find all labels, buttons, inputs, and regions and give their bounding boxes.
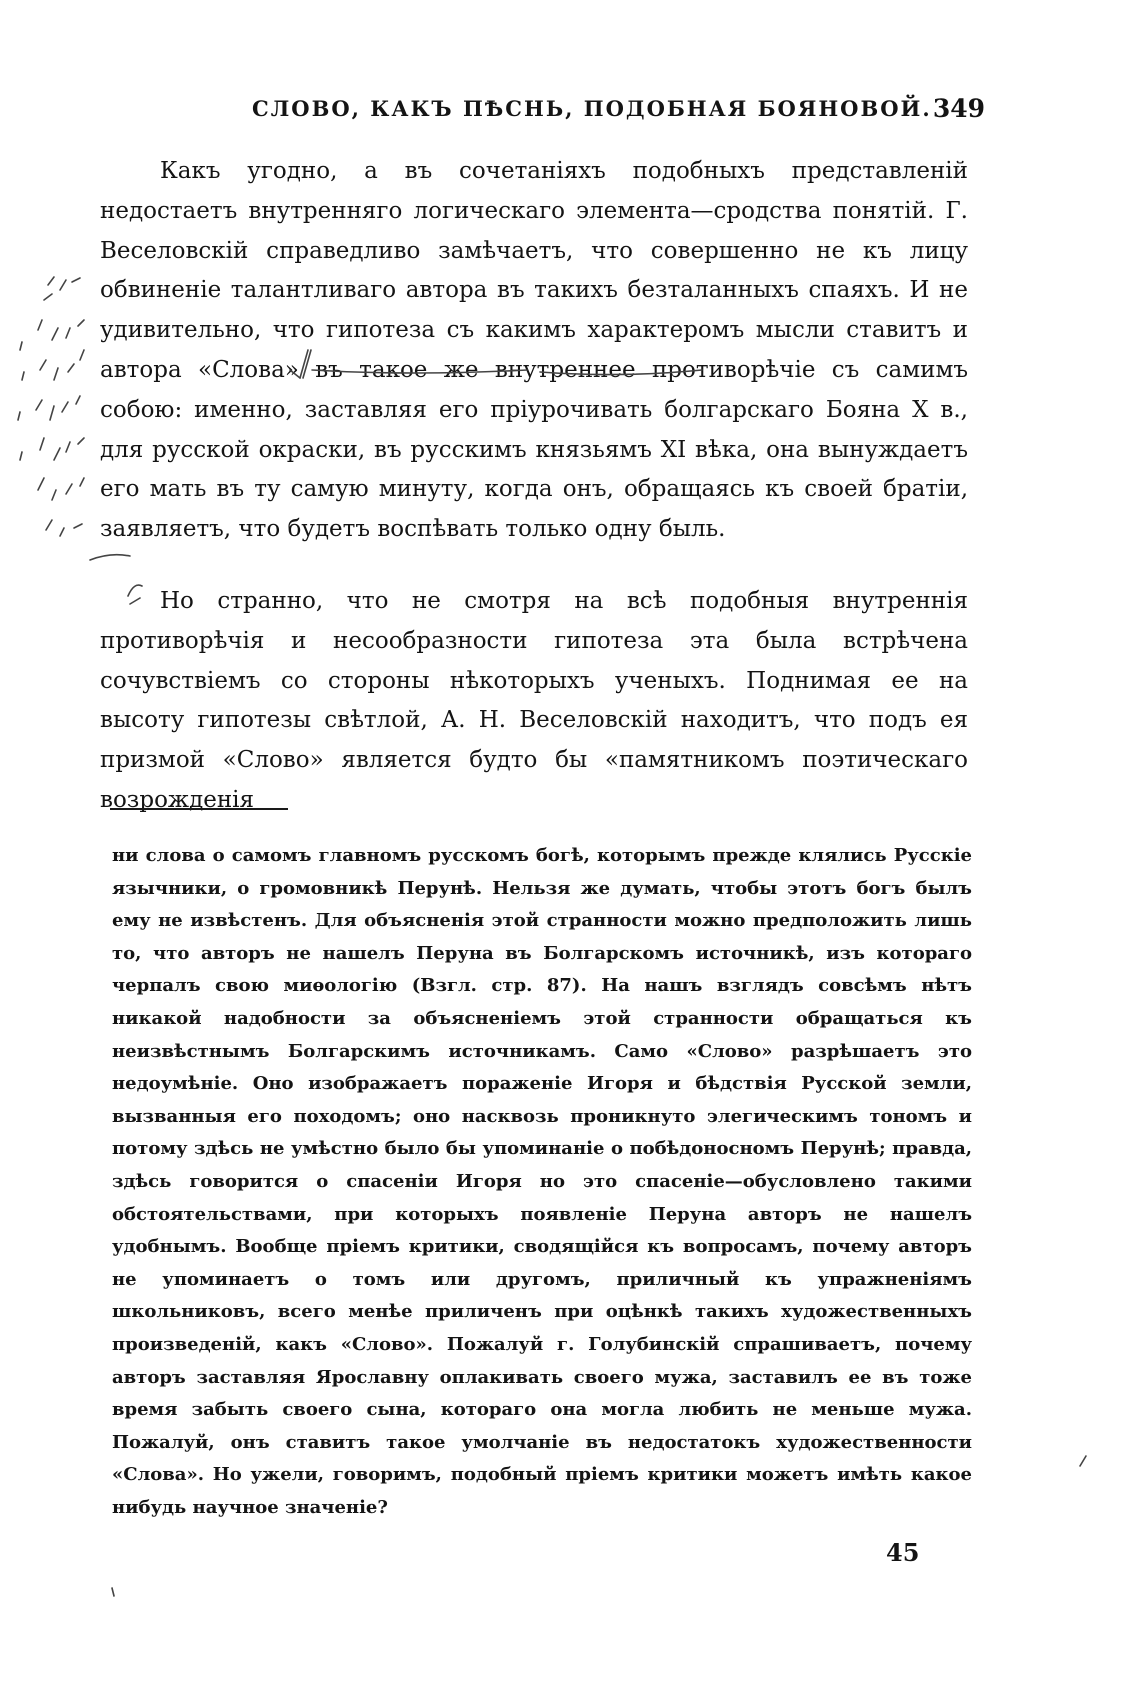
paragraph-text: Но странно, что не смотря на всѣ подобныя внутреннія противорѣчія и несообразности гипотеза эта была встрѣчена сочувствіемъ со стороны нѣкоторыхъ ученыхъ. Поднимая ее на высоту гипотезы свѣтлой, А. Н. Веселовскій находитъ, что подъ ея призмой «Слово» является будто бы «памятникомъ поэтическаго возрожденія <box>100 588 968 813</box>
signature-mark: 45 <box>886 1538 920 1567</box>
page-number: 349 <box>932 94 985 123</box>
footnote-text: ни слова о самомъ главномъ русскомъ богѣ, которымъ прежде клялись Русскіе язычники, о громовникѣ Перунѣ. Нельзя же думать, чтобы этотъ богъ былъ ему не извѣстенъ. Для объясненія этой странности можно предположить лишь то, что авторъ не нашелъ Перуна въ Болгарскомъ источникѣ, изъ котораго черпалъ свою миѳологію (Взгл. стр. 87). На нашъ взглядъ совсѣмъ нѣтъ никакой надобности за объясненіемъ этой странности обращаться къ неизвѣстнымъ Болгарскимъ источникамъ. Само «Слово» разрѣшаетъ это недоумѣніе. Оно изображаетъ пораженіе Игоря и бѣдствія Русской земли, вызванныя его походомъ; оно насквозь проникнуто элегическимъ тономъ и потому здѣсь не умѣстно было бы упоминаніе о побѣдоносномъ Перунѣ; правда, здѣсь говорится о спасеніи Игоря но это спасеніе—обусловлено такими обстоятельствами, при которыхъ появленіе Перуна авторъ не нашелъ удобнымъ. Вообще пріемъ критики, сводящійся къ вопросамъ, почему авторъ не упоминаетъ о томъ или другомъ, приличный къ упражненіямъ школьниковъ, всего менѣе приличенъ при оцѣнкѣ такихъ художественныхъ произведеній, какъ «Слово». Пожалуй г. Голубинскій спрашиваетъ, почему авторъ заставляя Ярославну оплакивать своего мужа, заставилъ ее въ тоже время забыть своего сына, котораго она могла любить не меньше мужа. Пожалуй, онъ ставитъ такое умолчаніе въ недостатокъ художественности «Слова». Но ужели, говоримъ, подобный пріемъ критики можетъ имѣть какое нибудь научное значеніе? <box>112 845 972 1518</box>
running-title: СЛОВО, КАКЪ ПѢСНЬ, ПОДОБНАЯ БОЯНОВОЙ. <box>252 96 932 121</box>
handwritten-annotation-marks <box>18 277 1086 1596</box>
paragraph-text: Какъ угодно, а въ сочетаніяхъ подобныхъ представленій недостаетъ внутренняго логическаго элемента—сродства понятій. Г. Веселовскій справедливо замѣчаетъ, что совершенно не къ лицу обвиненіе талантливаго автора въ такихъ безталанныхъ спаяхъ. И не удивительно, что гипотеза съ какимъ характеромъ мысли ставитъ и автора «Слова» въ такое же внутреннее противорѣчіе съ самимъ собою: именно, заставляя его пріурочивать болгарскаго Бояна X в., для русской окраски, въ русскимъ князьямъ XI вѣка, она вынуждаетъ его мать въ ту самую минуту, когда онъ, обращаясь къ своей братіи, заявляетъ, что будетъ воспѣвать только одну быль. <box>100 158 968 543</box>
